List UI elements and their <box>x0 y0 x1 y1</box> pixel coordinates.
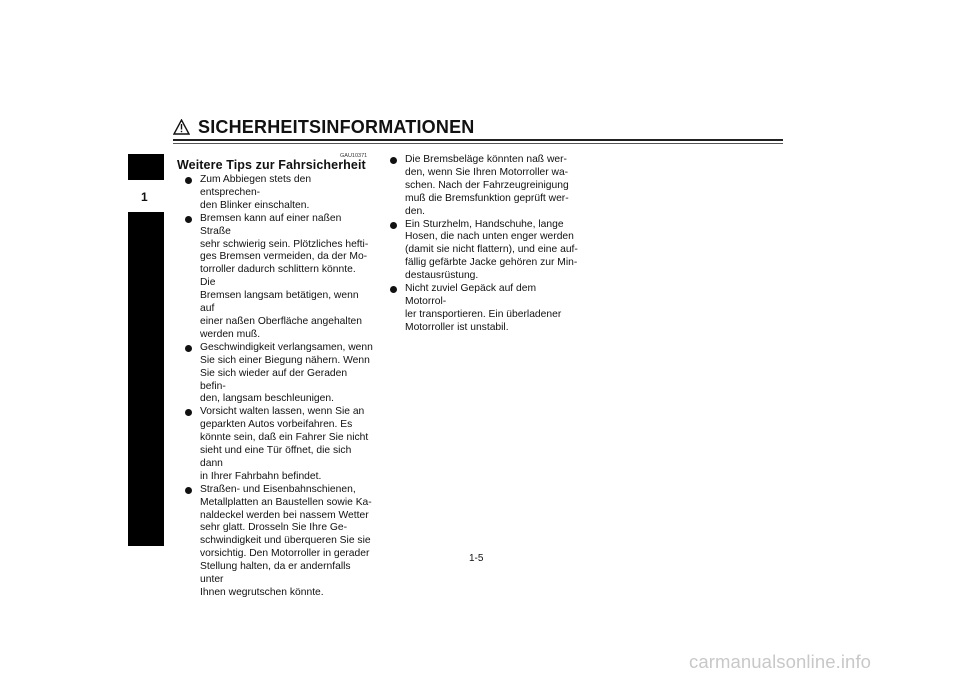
left-column <box>185 174 373 600</box>
chapter-number: 1 <box>141 190 148 204</box>
list-item <box>185 174 373 213</box>
bullet-icon <box>185 177 192 184</box>
right-column <box>390 154 578 335</box>
list-item <box>390 283 578 335</box>
section-code: GAU10371 <box>340 153 368 159</box>
header-rule-thin <box>173 143 783 144</box>
list-item <box>390 154 578 219</box>
bullet-icon <box>185 409 192 416</box>
list-item <box>390 219 578 284</box>
list-item-text: Zum Abbiegen stets den entsprechen- den Blinker einschalten. <box>200 174 312 211</box>
list-item-text: Die Bremsbeläge könnten naß wer- den, wenn Sie Ihren Motorroller wa- schen. Nach der Fahrzeugreinigung muß die Bremsfunktion geprüft wer- den. <box>405 154 569 217</box>
list-item-text: Straßen- und Eisenbahnschienen, Metallplatten an Baustellen sowie Ka- naldeckel werden bei nassem Wetter sehr glatt. Drosseln Sie Ihre Ge- schwindigkeit und überqueren Sie sie vorsichtig. Den Motorroller in gerader Stellung halten, da er andernfalls unter Ihnen wegrutschen könnte. <box>200 483 372 598</box>
warning-triangle-icon <box>173 119 190 135</box>
list-item-text: Nicht zuviel Gepäck auf dem Motorrol- ler transportieren. Ein überladener Motorroller ist unstabil. <box>405 283 562 333</box>
bullet-icon <box>185 487 192 494</box>
bullet-icon <box>390 286 397 293</box>
list-item <box>185 484 373 600</box>
header-rule <box>173 139 783 141</box>
list-item <box>185 213 373 342</box>
chapter-tab <box>128 154 164 546</box>
page-header <box>173 117 783 147</box>
page-number: 1-5 <box>469 553 484 564</box>
bullet-icon <box>390 157 397 164</box>
list-item-text: Ein Sturzhelm, Handschuhe, lange Hosen, die nach unten enger werden (damit sie nicht flattern), und eine auf- fällig gefärbte Jacke gehören zur Min- destausrüstung. <box>405 218 578 282</box>
section-heading: Weitere Tips zur Fahrsicherheit <box>177 158 366 172</box>
list-item <box>185 342 373 407</box>
bullet-icon <box>185 345 192 352</box>
list-item <box>185 406 373 483</box>
list-item-text: Bremsen kann auf einer naßen Straße sehr schwierig sein. Plötzliches hefti- ges Bremsen vermeiden, da der Mo- torroller dadurch schlittern könnte. Die Bremsen langsam betätigen, wenn auf einer naßen Oberfläche angehalten werden muß. <box>200 212 369 340</box>
page-title: SICHERHEITSINFORMATIONEN <box>198 117 475 137</box>
list-item-text: Vorsicht walten lassen, wenn Sie an geparkten Autos vorbeifahren. Es könnte sein, daß ein Fahrer Sie nicht sieht und eine Tür öffnet, die sich dann in Ihrer Fahrbahn befindet. <box>200 406 369 482</box>
bullet-icon <box>185 216 192 223</box>
watermark-text: carmanualsonline.info <box>689 651 872 672</box>
bullet-icon <box>390 222 397 229</box>
list-item-text: Geschwindigkeit verlangsamen, wenn Sie sich einer Biegung nähern. Wenn Sie sich wieder auf der Geraden befin- den, langsam beschleunigen. <box>200 341 373 405</box>
